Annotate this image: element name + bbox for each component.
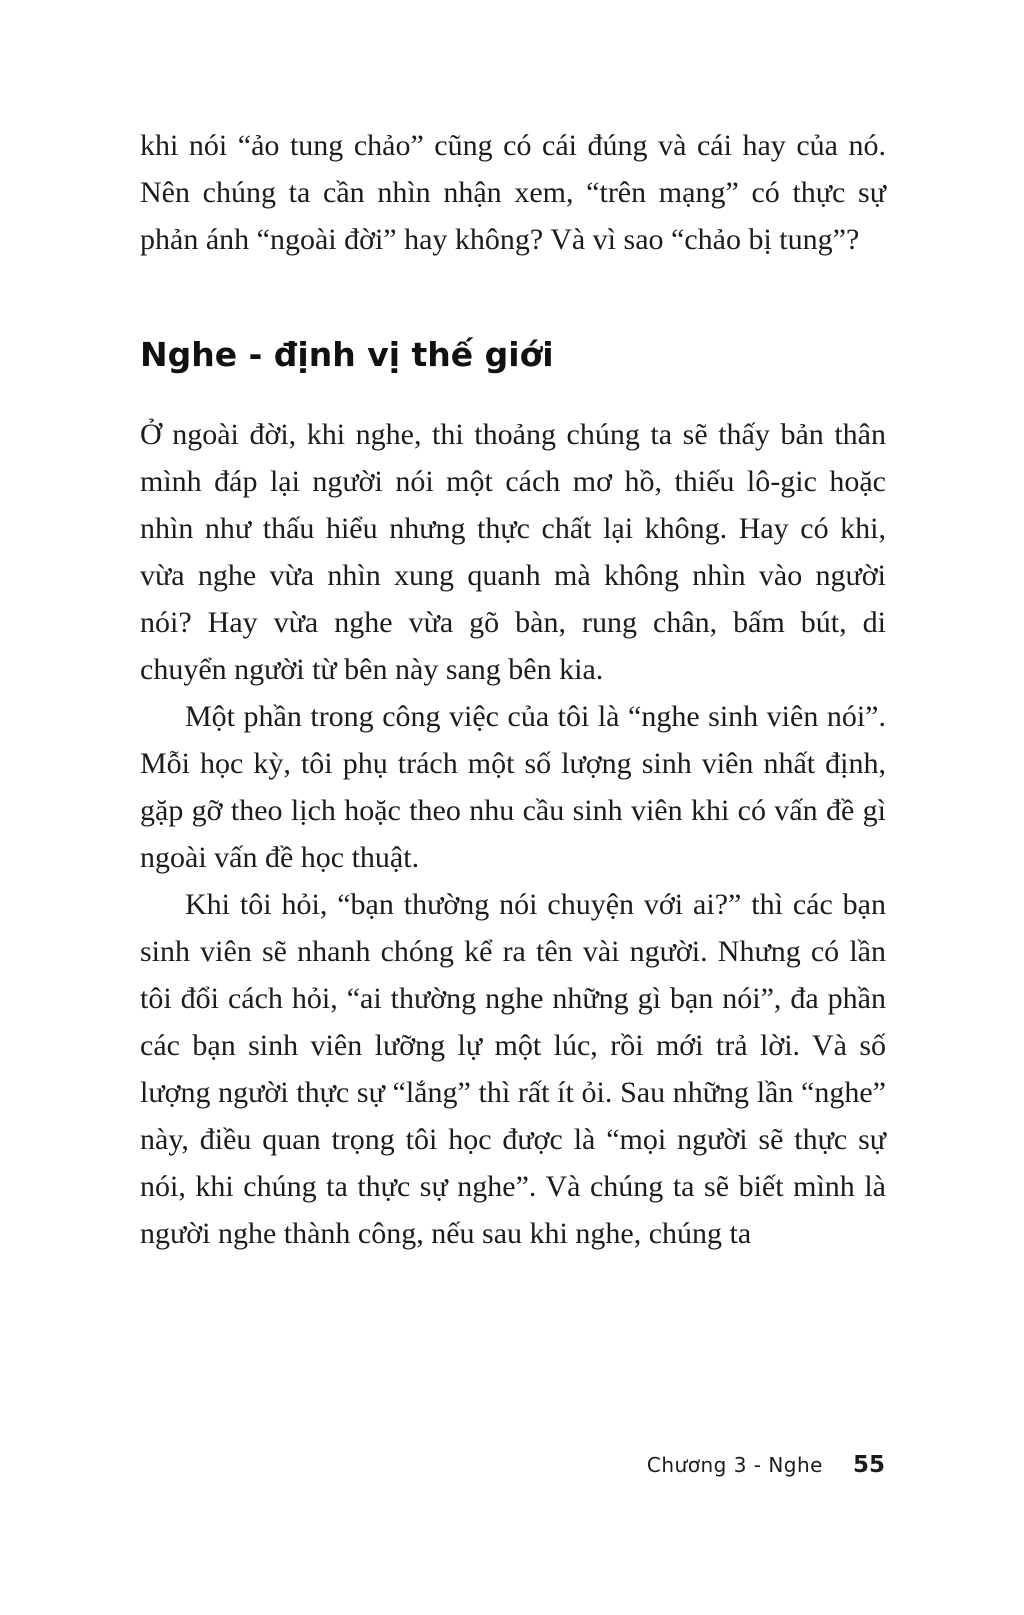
page-footer [647, 1452, 885, 1478]
page-content [140, 122, 886, 1257]
section-heading: Nghe - định vị thế giới [140, 335, 554, 374]
page-number: 55 [852, 1452, 885, 1478]
body-paragraph: Khi tôi hỏi, “bạn thường nói chuyện với ai?” thì các bạn sinh viên sẽ nhanh chóng kể ra tên vài người. Nhưng có lần tôi đổi cách hỏi, “ai thường nghe những gì bạn nói”, đa phần các bạn sinh viên lưỡng lự một lúc, rồi mới trả lời. Và số lượng người thực sự “lắng” thì rất ít ỏi. Sau những lần “nghe” này, điều quan trọng tôi học được là “mọi người sẽ thực sự nói, khi chúng ta thực sự nghe”. Và chúng ta sẽ biết mình là người nghe thành công, nếu sau khi nghe, chúng ta [140, 888, 886, 1250]
chapter-label: Chương 3 - Nghe [646, 1453, 823, 1477]
body-paragraph: Ở ngoài đời, khi nghe, thi thoảng chúng ta sẽ thấy bản thân mình đáp lại người nói một cách mơ hồ, thiếu lô-gic hoặc nhìn như thấu hiểu nhưng thực chất lại không. Hay có khi, vừa nghe vừa nhìn xung quanh mà không nhìn vào người nói? Hay vừa nghe vừa gõ bàn, rung chân, bấm bút, di chuyển người từ bên này sang bên kia. [140, 418, 886, 686]
continuation-paragraph: khi nói “ảo tung chảo” cũng có cái đúng và cái hay của nó. Nên chúng ta cần nhìn nhận xem, “trên mạng” có thực sự phản ánh “ngoài đời” hay không? Và vì sao “chảo bị tung”? [140, 129, 886, 256]
body-paragraph: Một phần trong công việc của tôi là “nghe sinh viên nói”. Mỗi học kỳ, tôi phụ trách một số lượng sinh viên nhất định, gặp gỡ theo lịch hoặc theo nhu cầu sinh viên khi có vấn đề gì ngoài vấn đề học thuật. [140, 700, 886, 874]
